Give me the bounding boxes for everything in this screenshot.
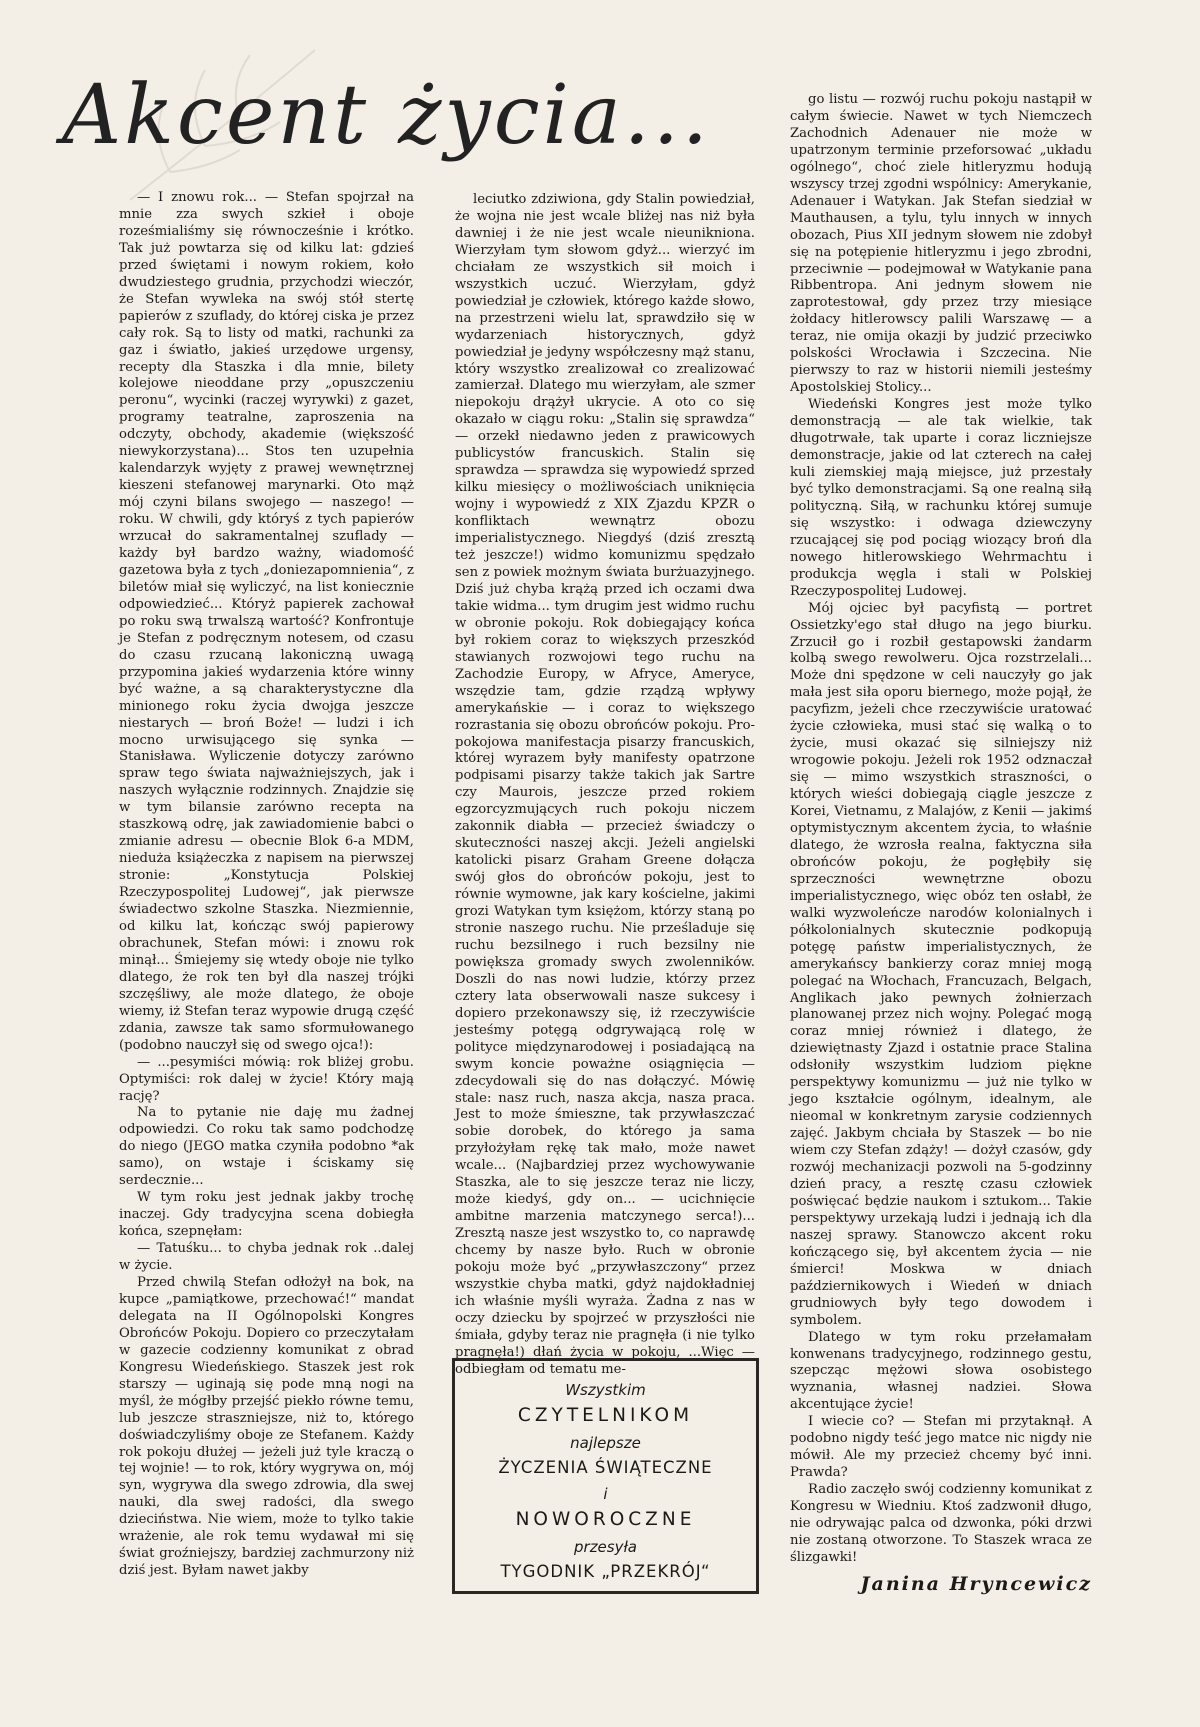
greeting-line: i <box>603 1485 608 1503</box>
greeting-line: CZYTELNIKOM <box>517 1405 694 1426</box>
text-column-3 <box>790 92 1092 1567</box>
greeting-line: najlepsze <box>570 1434 641 1452</box>
paragraph: go listu — rozwój ruchu pokoju nastąpił w całym świecie. Nawet w tych Niemczech Zachodnich Adenauer nie może w upatrzonym terminie przeforsować „układu ogólnego“, choć ziele hitleryzmu hodują wszyscy trzej zgodni wspólnicy: Amerykanie, Adenauer i Watykan. Jak Stefan siedział w Mauthausen, a tylu, tylu innych w innych obozach, Pius XII jednym słowem nie zdobył się na potępienie hitleryzmu i jego zbrodni, przeciwnie — podejmował w Watykanie pana Ribbentropa. Ani jednym słowem nie zaprotestował, gdy przez trzy miesiące żołdacy hitlerowscy palili Warszawę — a teraz, nie omija okazji by judzić przeciwko polskości Wrocławia i Szczecina. Nie pierwszy to raz w historii niemili jesteśmy Apostolskiej Stolicy... <box>790 92 1092 396</box>
paragraph: Dlatego w tym roku przełamałam konwenans tradycyjnego, rodzinnego gestu, szepcząc mężowi słowa osobistego wyznania, własnej nadziei. Słowa akcentujące życie! <box>790 1329 1092 1413</box>
paragraph: — ...pesymiści mówią: rok bliżej grobu. Optymiści: rok dalej w życie! Który mają rację? <box>119 1054 414 1104</box>
paragraph: Mój ojciec był pacyfistą — portret Ossietzky'ego stał długo na jego biurku. Zrzucił go i rozbił gestapowski żandarm kolbą swego rewolweru. Ojca rozstrzelali... Może dni spędzone w celi nauczyły go jak mała jest siła oporu biernego, może pojął, że pacyfizm, jeżeli chce rzeczywiście uratować życie człowieka, musi stać się walką o to życie, musi okazać się silniejszy niż wrogowie pokoju. Jeżeli rok 1952 odznaczał się — mimo wszystkich straszności, o których wieści dobiegają ciągle jeszcze z Korei, Vietnamu, z Malajów, z Kenii — jakimś optymistycznym akcentem życia, to właśnie dlatego, że wzrosła realna, faktyczna siła obrońców pokoju, że pogłębiły się sprzeczności wewnętrzne obozu imperialistycznego, więc obóz ten osłabł, że walki wyzwoleńcze narodów kolonialnych i półkolonialnych skutecznie podkopują potęgę państw imperialistycznych, że amerykańscy bankierzy coraz mniej mogą polegać na Włochach, Francuzach, Belgach, Anglikach jako pewnych żołnierzach planowanej przez nich wojny. Polegać mogą coraz mniej również i dlatego, że dziewiętnasty Zjazd i ostatnie prace Stalina odsłoniły wszystkim ludziom piękne perspektywy komunizmu — już nie tylko w jego kształcie ogólnym, idealnym, ale nieomal w konkretnym zarysie codziennych zajęć. Jakbym chciała by Staszek — bo nie wiem czy Stefan zdąży! — dożył czasów, gdy rozwój mechanizacji pozwoli na 5-godzinny dzień pracy, a resztę czasu człowiek poświęcać będzie naukom i sztukom... Takie perspektywy urzekają ludzi i jednają ich dla naszej sprawy. Stanowczo akcent roku kończącego się, był akcentem życia — nie śmierci! Moskwa w dniach październikowych i Wiedeń w dniach grudniowych były tego dowodem i symbolem. <box>790 600 1092 1328</box>
greeting-line: ŻYCZENIA ŚWIĄTECZNE <box>498 1458 713 1477</box>
paragraph: W tym roku jest jednak jakby trochę inaczej. Gdy tradycyjna scena dobiegła końca, szepnęłam: <box>119 1190 414 1240</box>
paragraph: Radio zaczęło swój codzienny komunikat z Kongresu w Wiedniu. Ktoś zadzwonił długo, nie odrywając palca od dzwonka, póki drzwi nie zostaną otworzone. To Staszek wraca ze ślizgawki! <box>790 1482 1092 1565</box>
greeting-line: NOWOROCZNE <box>515 1509 696 1530</box>
greeting-line: Wszystkim <box>565 1381 646 1399</box>
greeting-line: przesyła <box>574 1538 637 1556</box>
author-signature: Janina Hryncewicz <box>860 1573 1092 1595</box>
paragraph: — Tatuśku... to chyba jednak rok ..dalej w życie. <box>119 1241 414 1274</box>
greeting-line: TYGODNIK „PRZEKRÓJ“ <box>500 1562 711 1581</box>
greeting-box <box>452 1358 759 1594</box>
text-column-1 <box>119 190 414 1580</box>
text-column-2 <box>455 192 755 1379</box>
paragraph: Na to pytanie nie daję mu żadnej odpowiedzi. Co roku tak samo podchodzę do niego (JEGO matka czyniła podobno *ak samo), on wstaje i ściskamy się serdecznie... <box>119 1105 414 1189</box>
article-title: Akcent życia... <box>62 68 711 163</box>
paragraph: Przed chwilą Stefan odłożył na bok, na kupce „pamiątkowe, przechować!“ mandat delegata na II Ogólnopolski Kongres Obrońców Pokoju. Dopiero co przeczytałam w gazecie codzienny komunikat z obrad Kongresu Wiedeńskiego. Staszek jest rok starszy — uginają się pode mną nogi na myśl, że mógłby przejść piekło równe temu, lub jeszcze straszniejsze, niż to, którego doświadczyliśmy oboje ze Stefanem. Każdy rok pokoju dłużej — jeżeli już tyle kraczą o tej wojnie! — to rok, który wygrywa on, mój syn, wygrywa dla swego zdrowia, dla swej nauki, dla swej radości, dla swego dzieciństwa. Nie wiem, może to tylko takie wrażenie, ale rok temu wydawał mi się świat groźniejszy, bardziej zachmurzony niż dziś jest. Byłam nawet jakby <box>119 1275 414 1579</box>
paragraph: I wiecie co? — Stefan mi przytaknął. A podobno nigdy teść jego matce nic nigdy nie mówił. Ale my przecież chcemy być inni. Prawda? <box>790 1414 1092 1481</box>
paragraph: — I znowu rok... — Stefan spojrzał na mnie zza swych szkieł i oboje roześmialiśmy się równocześnie i krótko. Tak już powtarza się od kilku lat: gdzieś przed świętami i nowym rokiem, koło dwudziestego grudnia, przychodzi wieczór, że Stefan wywleka na swój stół stertę papierów z szuflady, do której ciska je przez cały rok. Są to listy od matki, rachunki za gaz i światło, jakieś urzędowe urgensy, recepty dla Staszka i dla mnie, bilety kolejowe nieoddane przy „opuszczeniu peronu“, wycinki (raczej wyrywki) z gazet, programy teatralne, zaproszenia na odczyty, obchody, akademie (większość niewykorzystana)... Stos ten uzupełnia kalendarzyk wyjęty z prawej wewnętrznej kieszeni stefanowej marynarki. Oto mąż mój czyni bilans swojego — naszego! — roku. W chwili, gdy któryś z tych papierów wrzucał do sakramentalnej szuflady — każdy był bardzo ważny, wiadomość gazetowa była z tych „doniezapomnienia“, z biletów miał się wyliczyć, na list koniecznie odpowiedzieć... Któryż papierek zachował po roku swą trwalszą wartość? Konfrontuje je Stefan z podręcznym notesem, od czasu do czasu rzucaną lakoniczną uwagą przypomina jakieś wydarzenia które winny być ważne, a są charakterystyczne dla minionego roku życia dwojga jeszcze niestarych — broń Boże! — ludzi i ich mocno urwisującego się synka — Stanisława. Wyliczenie dotyczy zarówno spraw tego świata najważniejszych, jak i naszych wyłącznie rodzinnych. Znajdzie się w tym bilansie zarówno recepta na staszkową odrę, jak zawiadomienie babci o zmianie adresu — obecnie Blok 6-a MDM, nieduża książeczka z napisem na pierwszej stronie: „Konstytucja Polskiej Rzeczypospolitej Ludowej“, jak pierwsze świadectwo szkolne Staszka. Niezmiennie, od kilku lat, kończąc swój papierowy obrachunek, Stefan mówi: i znowu rok minął... Śmiejemy się wtedy oboje nie tylko dlatego, że rok ten był dla naszej trójki szczęśliwy, ale może dlatego, że oboje wiemy, iż Stefan teraz wypowie drugą część zdania, zawsze tak samo sformułowanego (podobno nauczył się od swego ojca!): <box>119 190 414 1053</box>
paragraph: leciutko zdziwiona, gdy Stalin powiedział, że wojna nie jest wcale bliżej nas niż była dawniej i że nie jest wcale nieunikniona. Wierzyłam tym słowom gdyż... wierzyć im chciałam ze wszystkich sił moich i wszystkich uczuć. Wierzyłam, gdyż powiedział je człowiek, którego każde słowo, na przestrzeni wielu lat, sprawdziło się w wydarzeniach historycznych, gdyż powiedział je jedyny współczesny mąż stanu, który wszystko zrealizował co zrealizować zamierzał. Dlatego mu wierzyłam, ale szmer niepokoju drążył ukrycie. A oto co się okazało w ciągu roku: „Stalin się sprawdza“ — orzekł niedawno jeden z prawicowych publicystów francuskich. Stalin się sprawdza — sprawdza się wypowiedź sprzed kilku miesięcy o możliwościach uniknięcia wojny i wypowiedź z XIX Zjazdu KPZR o konfliktach wewnątrz obozu imperialistycznego. Niegdyś (dziś zresztą też jeszcze!) widmo komunizmu spędzało sen z powiek możnym świata burżuazyjnego. Dziś już chyba krążą przed ich oczami dwa takie widma... tym drugim jest widmo ruchu w obronie pokoju. Rok dobiegający końca był rokiem coraz to większych przeszkód stawianych rozwojowi tego ruchu na Zachodzie Europy, w Afryce, Ameryce, wszędzie tam, gdzie rządzą wpływy amerykańskie — i coraz to większego rozrastania się obozu obrońców pokoju. Pro-pokojowa manifestacja pisarzy francuskich, której wyrazem były manifesty opatrzone podpisami pisarzy także takich jak Sartre czy Maurois, jeszcze przed rokiem egzorcyzmujących ruch pokoju niczem zakonnik diabła — przecież świadczy o skuteczności naszej akcji. Jeżeli angielski katolicki pisarz Graham Greene dołącza swój głos do obrońców pokoju, jest to równie wymowne, jak kary kościelne, jakimi grozi Watykan tym księżom, którzy staną po stronie naszego ruchu. Nie prześladuje się ruchu bezsilnego i ruch bezsilny nie powiększa gromady swych zwolenników. Doszli do nas nowi ludzie, którzy przez cztery lata obserwowali nasze sukcesy i dopiero przekonawszy się, iż rzeczywiście jesteśmy potęgą odgrywającą rolę w polityce międzynarodowej i posiadającą na swym koncie poważne osiągnięcia — zdecydowali się do nas dołączyć. Mówię stale: nasz ruch, nasza akcja, nasza praca. Jest to może śmieszne, tak przywłaszczać sobie dorobek, do którego ja sama przyłożyłam rękę tak mało, może nawet wcale... (Najbardziej przez wychowywanie Staszka, ale to się jeszcze teraz nie liczy, może kiedyś, gdy on... — ucichnięcie ambitne marzenia matczynego serca!)... Zresztą nasze jest wszystko to, co naprawdę chcemy by nasze było. Ruch w obronie pokoju może być „przywłaszczony“ przez wszystkie chyba matki, gdyż najdokładniej ich właśnie myśli wyraża. Żadna z nas w oczy dziecku by spojrzeć w przyszłości nie śmiała, gdyby teraz nie pragnęła (i nie tylko pragnęła!) dłań życia w pokoju, ...Więc — odbiegłam od tematu me- <box>455 192 756 1377</box>
paragraph: Wiedeński Kongres jest może tylko demonstracją — ale tak wielkie, tak długotrwałe, tak uparte i coraz liczniejsze demonstracje, jakie od lat czterech na całej kuli ziemskiej mają miejsce, już przestały być tylko demonstracjami. Są one realną siłą polityczną. Siłą, w rachunku której sumuje się wszystko: i odwaga dziewczyny rzucającej się pod pociąg wiozący broń dla nowego hitlerowskiego Wehrmachtu i produkcja węgla i stali w Polskiej Rzeczypospolitej Ludowej. <box>790 397 1092 599</box>
